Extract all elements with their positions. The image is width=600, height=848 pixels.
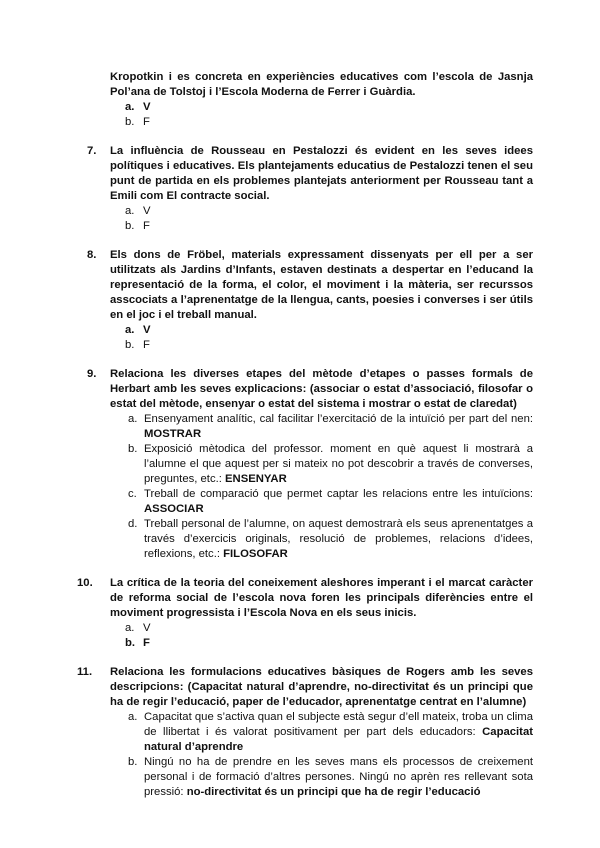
item-answer: Capacitat natural d’aprendre	[144, 726, 533, 753]
item-answer: MOSTRAR	[144, 428, 202, 440]
option-a	[125, 100, 533, 115]
page-content	[77, 70, 533, 800]
options-list	[110, 204, 533, 234]
item-letter: b.	[128, 756, 138, 768]
matching-item-b	[128, 755, 533, 800]
options-list	[110, 323, 533, 353]
item-answer: FILOSOFAR	[223, 548, 288, 560]
item-letter: c.	[128, 488, 137, 500]
item-letter: d.	[128, 518, 138, 530]
option-a	[125, 204, 533, 219]
options-list	[110, 100, 533, 130]
question-text: Relaciona les diverses etapes del mètode d’etapes o passes formals de Herbart amb les seves explicacions: (associar o estat d’associació, filosofar o estat del mètode, ensenyar o estat del sistema i mostrar o estat de claredat)	[110, 368, 533, 410]
item-letter: a.	[128, 413, 138, 425]
option-text: V	[143, 622, 151, 634]
option-text: F	[143, 220, 150, 232]
matching-item-b	[128, 442, 533, 487]
item-text: Ensenyament analític, cal facilitar l’exercitació de la intuïció per part del nen:	[144, 413, 533, 425]
item-answer: no-directivitat és un principi que ha de regir l’educació	[186, 786, 481, 798]
question-10	[77, 576, 533, 651]
options-list	[110, 621, 533, 651]
item-answer: ASSOCIAR	[144, 503, 204, 515]
matching-item-a	[128, 710, 533, 755]
option-text: F	[143, 637, 150, 649]
question-text: Els dons de Fröbel, materials expressament dissenyats per ell per a ser utilitzats als Jardins d’Infants, estaven destinats a despertar en l’educand la representació de la forma, el color, el moviment i la màteria, ser recurssos asscociats a l’aprenentatge de la llengua, cants, poesies i converses i ser útils en el joc i el treball manual.	[110, 249, 533, 321]
option-letter: b.	[125, 637, 136, 649]
option-text: F	[143, 116, 150, 128]
question-number: 10.	[77, 577, 93, 589]
question-number: 9.	[87, 368, 97, 380]
question-7	[87, 144, 533, 234]
option-letter: a.	[125, 324, 135, 336]
option-text: F	[143, 339, 150, 351]
option-text: V	[143, 324, 151, 336]
item-text: Treball personal de l’alumne, on aquest demostrarà els seus aprenentatges a través d’exercicis originals, resolució de problemes, relacions d’idees, reflexions, etc.:	[144, 518, 533, 560]
question-number: 7.	[87, 145, 97, 157]
question-6-continuation	[95, 70, 533, 130]
question-number: 8.	[87, 249, 97, 261]
question-text: La crítica de la teoria del coneixement aleshores imperant i el marcat caràcter de reforma social de l’escola nova foren les principals diferències entre el moviment progressista i l’Escola Nova en els seus inicis.	[110, 577, 533, 619]
option-b	[125, 115, 533, 130]
item-letter: b.	[128, 443, 138, 455]
option-a	[125, 323, 533, 338]
matching-item-d	[128, 517, 533, 562]
question-text: La influència de Rousseau en Pestalozzi és evident en les seves idees polítiques i educatives. Els plantejaments educatius de Pestalozzi tenen el seu punt de partida en els problemes plantejats anteriorment per Rousseau tant a Emili com El contracte social.	[110, 145, 533, 202]
matching-items-list	[95, 710, 533, 800]
option-letter: b.	[125, 339, 135, 351]
option-text: V	[143, 205, 151, 217]
question-text: Kropotkin i es concreta en experiències educatives com l’escola de Jasnja Pol’ana de Tolstoj i l’Escola Moderna de Ferrer i Guàrdia.	[110, 71, 533, 98]
option-b	[125, 636, 533, 651]
item-answer: ENSENYAR	[225, 473, 287, 485]
option-text: V	[143, 101, 151, 113]
question-11	[77, 665, 533, 710]
item-text: Capacitat que s’activa quan el subjecte està segur d’ell mateix, troba un clima de llibertat i és valorat positivament per part dels educadors:	[144, 711, 533, 738]
option-letter: a.	[125, 205, 135, 217]
question-9	[87, 367, 533, 412]
option-b	[125, 338, 533, 353]
option-letter: a.	[125, 101, 135, 113]
item-text: Treball de comparació que permet captar les relacions entre les intuïcions:	[144, 488, 533, 500]
question-text: Relaciona les formulacions educatives bàsiques de Rogers amb les seves descripcions: (Capacitat natural d’aprendre, no-directivitat és un principi que ha de regir l’educació, paper de l’educador, aprenentatge centrat en l’alumne)	[110, 666, 533, 708]
item-letter: a.	[128, 711, 138, 723]
question-number: 11.	[77, 666, 93, 678]
matching-item-c	[128, 487, 533, 517]
question-8	[87, 248, 533, 353]
option-letter: a.	[125, 622, 135, 634]
option-a	[125, 621, 533, 636]
option-letter: b.	[125, 220, 135, 232]
matching-item-a	[128, 412, 533, 442]
option-letter: b.	[125, 116, 135, 128]
item-text: Exposició mètodica del professor. moment en què aquest li mostrarà a l’alumne el que aquest per si mateix no pot descobrir a través de converses, preguntes, etc.:	[144, 443, 533, 485]
matching-items-list	[95, 412, 533, 562]
option-b	[125, 219, 533, 234]
item-text: Ningú no ha de prendre en les seves mans els processos de creixement personal i de formació d’altres persones. Ningú no aprèn res rellevant sota pressió:	[144, 756, 533, 798]
